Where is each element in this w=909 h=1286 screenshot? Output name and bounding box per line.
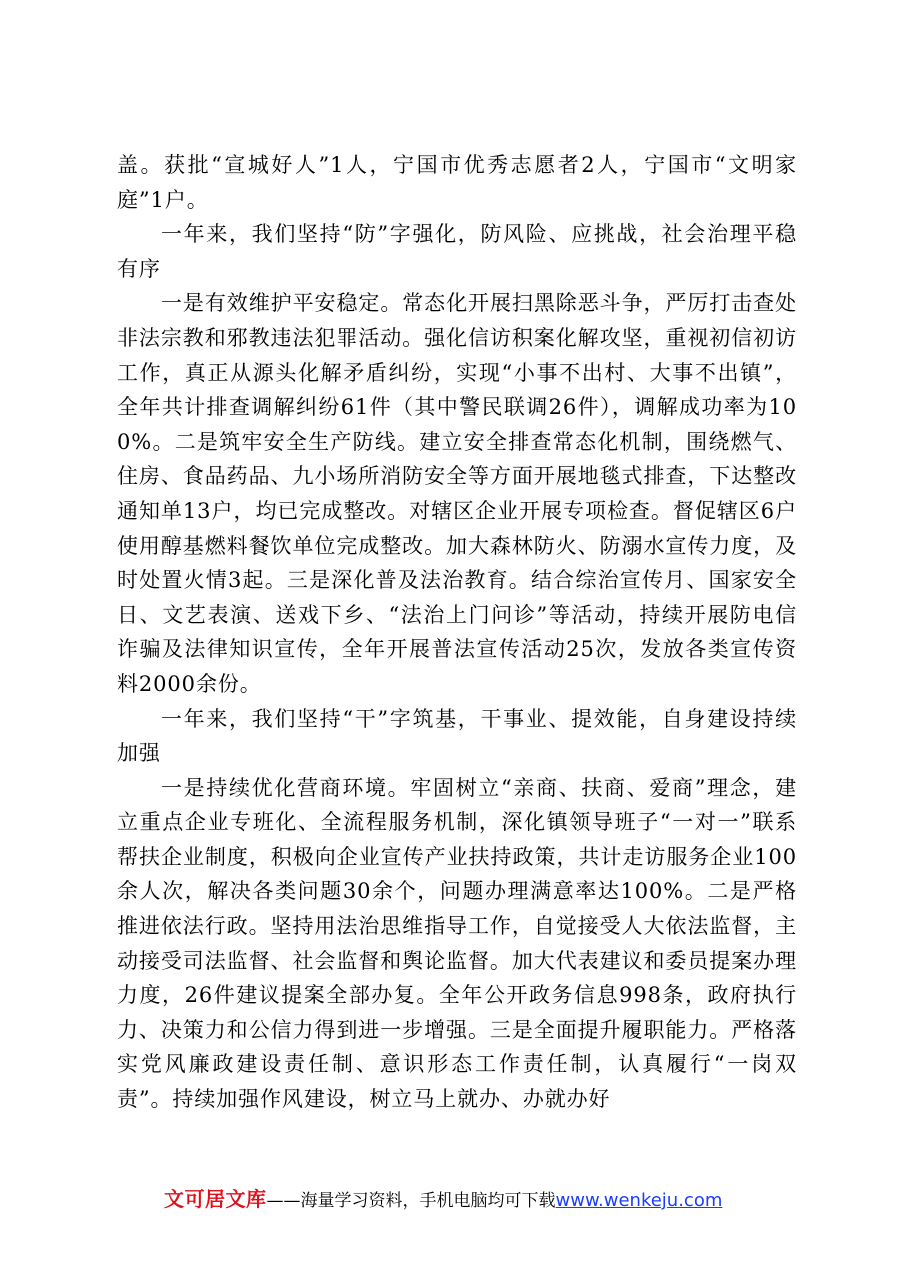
paragraph-self-building: 一是持续优化营商环境。牢固树立“亲商、扶商、爱商”理念，建立重点企业专班化、全流程服务机制，深化镇领导班子“一对一”联系帮扶企业制度，积极向企业宣传产业扶持政策，共计走访服务企业100余人次，解决各类问题30余个，问题办理满意率达100%。二是严格推进依法行政。坚持用法治思维指导工作，自觉接受人大依法监督，主动接受司法监督、社会监督和舆论监督。加大代表建议和委员提案办理力度，26件建议提案全部办复。全年公开政务信息998条，政府执行力、决策力和公信力得到进一步增强。三是全面提升履职能力。严格落实党风廉政建设责任制、意识形态工作责任制，认真履行“一岗双责”。持续加强作风建设，树立马上就办、办就办好 — [117, 775, 797, 1112]
footer-brand: 文可居文库 — [164, 1187, 267, 1211]
footer-banner — [164, 1183, 864, 1212]
paragraph-1: 盖。获批“宣城好人”1人，宁国市优秀志愿者2人，宁国市“文明家庭”1户。 — [117, 153, 797, 212]
document-body — [117, 148, 797, 1117]
footer-tagline: ——海量学习资料，手机电脑均可下载 — [266, 1191, 556, 1211]
section-heading-self-building: 一年来，我们坚持“干”字筑基，干事业、提效能，自身建设持续加强 — [117, 706, 797, 766]
paragraph-social-governance: 一是有效维护平安稳定。常态化开展扫黑除恶斗争，严厉打击查处非法宗教和邪教违法犯罪活动。强化信访积案化解攻坚，重视初信初访工作，真正从源头化解矛盾纠纷，实现“小事不出村、大事不出镇”，全年共计排查调解纠纷61件（其中警民联调26件），调解成功率为100%。二是筑牢安全生产防线。建立安全排查常态化机制，围绕燃气、住房、食品药品、九小场所消防安全等方面开展地毯式排查，下达整改通知单13户，均已完成整改。对辖区企业开展专项检查。督促辖区6户使用醇基燃料餐饮单位完成整改。加大森林防火、防溺水宣传力度，及时处置火情3起。三是深化普及法治教育。结合综治宣传月、国家安全日、文艺表演、送戏下乡、“法治上门问诊”等活动，持续开展防电信诈骗及法律知识宣传，全年开展普法宣传活动25次，发放各类宣传资料2000余份。 — [117, 291, 797, 696]
footer-website-link[interactable]: www.wenkeju.com — [555, 1190, 723, 1211]
section-heading-prevention: 一年来，我们坚持“防”字强化，防风险、应挑战，社会治理平稳有序 — [117, 222, 797, 281]
